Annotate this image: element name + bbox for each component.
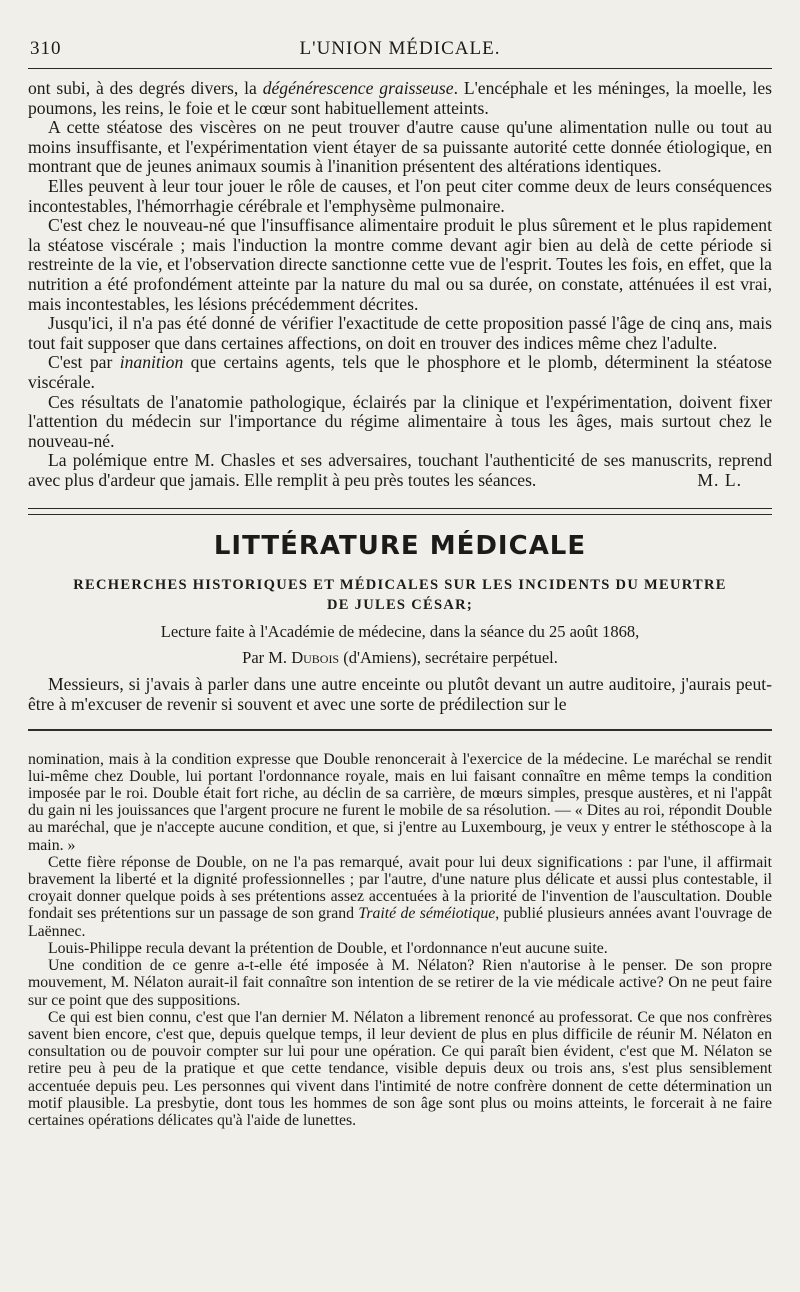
text-run: Elles peuvent à leur tour jouer le rôle de causes, et l'on peut citer comme deux de leurs conséquences incontestables, l'hémorrhagie cérébrale et l'emphysème pulmonaire. — [28, 175, 772, 216]
text-run: Une condition de ce genre a-t-elle été imposée à M. Nélaton? Rien n'autorise à le penser. De son propre mouvement, M. Nélaton aurait-il fait connaître son intention de se retirer de la vie médicale active? On ne peut faire sur ce point que des suppositions. — [28, 957, 772, 1009]
article-title-line-1: RECHERCHES HISTORIQUES ET MÉDICALES SUR LES INCIDENTS DU MEURTRE — [73, 577, 727, 594]
article-title-line-2: DE JULES CÉSAR; — [327, 597, 473, 614]
text-run: C'est chez le nouveau-né que l'insuffisance alimentaire produit le plus sûrement et le plus rapidement la stéatose viscérale ; mais l'induction la montre comme devant agir bien au delà de cette période si restreinte de la vie, et l'observation directe sanctionne cette vue de l'esprit. Toutes les fois, en effet, que la nutrition a été profondément atteinte par la nature du mal ou sa durée, on constate, atténuées il est vrai, mais incontestables, les lésions précédemment décrites. — [28, 215, 772, 314]
paragraph — [28, 79, 772, 118]
editorial-text — [28, 79, 772, 451]
author-line — [28, 647, 772, 669]
article-title — [28, 575, 772, 615]
page-number: 310 — [30, 38, 62, 59]
text-run: Louis-Philippe recula devant la prétention de Double, et l'ordonnance n'eut aucune suite. — [48, 939, 608, 957]
paragraph — [28, 854, 772, 940]
text-run: Jusqu'ici, il n'a pas été donné de vérifier l'exactitude de cette proposition passé l'âge de cinq ans, mais tout fait supposer que dans certaines affections, on doit en trouver des indices même chez l'adulte. — [28, 313, 772, 353]
paragraph — [28, 216, 772, 314]
italic-text: dégénérescence graisseuse — [262, 78, 454, 98]
final-paragraph-text: La polémique entre M. Chasles et ses adversaires, touchant l'authenticité de ses manuscrits, reprend avec plus d'ardeur que jamais. Elle remplit à peu près toutes les séances. — [28, 450, 772, 490]
final-paragraph — [28, 451, 772, 490]
document-page — [28, 30, 772, 1129]
paragraph — [28, 751, 772, 854]
header-rule — [28, 68, 772, 69]
text-run: C'est par — [48, 352, 120, 373]
text-run: , publié plusieurs années avant l'ouvrage de Laënnec. — [28, 905, 772, 940]
italic-text: inanition — [119, 352, 184, 373]
text-run: nomination, mais à la condition expresse que Double renoncerait à l'exercice de la médecine. Le maréchal se rendit lui-même chez Double, lui portant l'ordonnance royale, mais en lui faisant connaître en même temps la condition imposée par le roi. Double était fort riche, au déclin de sa carrière, de mœurs simples, presque austères, et ni l'appât du gain ni les jouissances que l'argent procure ne furent le mobile de sa résolution. — « Dites au roi, répondit Double au maréchal, que je n'accepte aucune condition, et que, si j'entre au Luxembourg, je veux y entrer le stéthoscope à la main. » — [28, 750, 772, 854]
paragraph — [28, 957, 772, 1009]
italic-text: Traité de séméiotique — [358, 905, 496, 923]
text-run: ont subi, à des degrés divers, la — [28, 78, 263, 98]
running-header — [28, 30, 772, 64]
text-run: Ce qui est bien connu, c'est que l'an dernier M. Nélaton a librement renoncé au professorat. Ce que nos confrères savent bien encore, c'est que, depuis quelque temps, il leur devient de plus en plus difficile de réunir M. Nélaton en consultation ou de pouvoir compter sur lui pour une opération. Ce qui paraît bien évident, c'est que M. Nélaton se retire peu à peu de la pratique et que cette tendance, visible depuis deux ou trois ans, s'est plus sensiblement accentuée depuis peu. Les personnes qui vivent dans l'intimité de notre confrère donnent de cette détermination un motif plausible. La presbytie, dont tous les hommes de son âge sont plus ou moins atteints, le forcerait à ne faire certaines opérations délicates qu'à l'aide de lunettes. — [28, 1008, 772, 1129]
text-run: Ces résultats de l'anatomie pathologique, éclairés par la clinique et l'expérimentation, doivent fixer l'attention du médecin sur l'importance du régime alimentaire à tous les âges, mais surtout chez le nouveau-né. — [28, 391, 772, 451]
paragraph — [28, 353, 772, 392]
paragraph — [28, 118, 772, 177]
text-run: que certains agents, tels que le phosphore et le plomb, déterminent la stéatose viscérale. — [28, 352, 772, 392]
paragraph — [28, 1009, 772, 1129]
section-double-rule — [28, 508, 772, 515]
paragraph — [28, 314, 772, 353]
paragraph — [28, 940, 772, 957]
section-title: LITTÉRATURE MÉDICALE — [213, 531, 587, 562]
article-opening: Messieurs, si j'avais à parler dans une autre enceinte ou plutôt devant un autre auditoire, j'aurais peut-être à m'excuser de revenir si souvent et avec une sorte de prédilection sur le — [28, 674, 772, 715]
signature: M. L. — [697, 469, 742, 490]
article-subtitle: Lecture faite à l'Académie de médecine, dans la séance du 25 août 1868, — [160, 622, 640, 642]
author-suffix: (d'Amiens), secrétaire perpétuel. — [339, 648, 558, 668]
paragraph — [28, 177, 772, 216]
text-run: Cette fière réponse de Double, on ne l'a pas remarqué, avait pour lui deux significations : par l'une, il affirmait bravement la liberté et la dignité professionnelles ; par l'autre, d'une nature plus délicate et aussi plus contestable, il croyait donner quelque poids à ses prétentions assez accentuées à la priorité de l'invention de l'auscultation. Double fondait ses prétentions sur un passage de son grand — [28, 853, 772, 923]
journal-title: L'UNION MÉDICALE. — [299, 38, 501, 59]
continuation-text — [28, 751, 772, 1129]
text-run: . L'encéphale et les méninges, la moelle, les poumons, les reins, le foie et le cœur sont habituellement atteints. — [28, 78, 772, 118]
separator-rule — [28, 729, 772, 731]
text-run: A cette stéatose des viscères on ne peut trouver d'autre cause qu'une alimentation nulle ou tout au moins insuffisante, et l'expérimentation vient étayer de sa puissante autorité cette donnée étiologique, en montrant que de jeunes animaux soumis à l'inanition présentent des altérations identiques. — [28, 117, 772, 177]
author-name: Dubois — [291, 648, 340, 668]
author-prefix: Par M. — [242, 648, 292, 668]
paragraph — [28, 393, 772, 452]
